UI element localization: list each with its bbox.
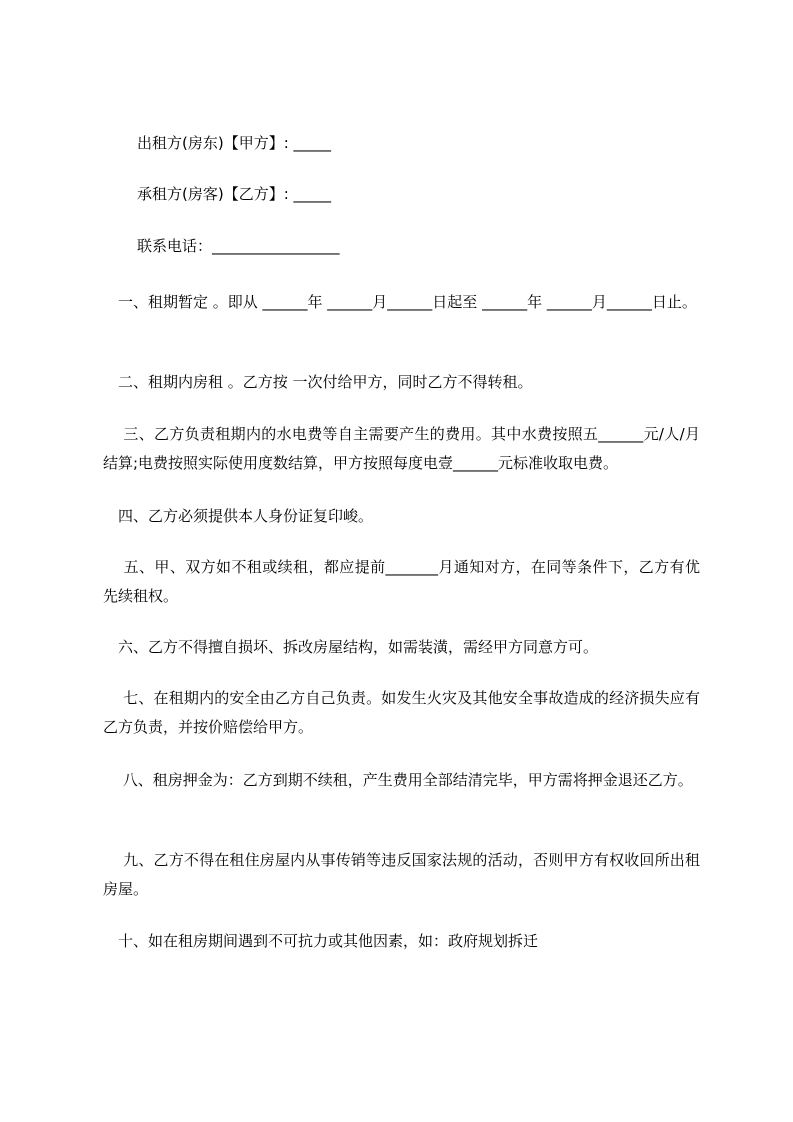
clause-8: 八、租房押金为：乙方到期不续租，产生费用全部结清完毕，甲方需将押金退还乙方。 <box>103 771 693 789</box>
clause-1: 一、租期暂定 。即从 ______年 ______月______日起至 ______年 ______月______日止。 <box>103 293 697 311</box>
clause-2: 二、租期内房租 。乙方按 一次付给甲方，同时乙方不得转租。 <box>103 373 533 391</box>
clause-9: 九、乙方不得在租住房屋内从事传销等违反国家法规的活动，否则甲方有权收回所出租房屋。 <box>103 851 700 898</box>
clause-10: 十、如在租房期间遇到不可抗力或其他因素，如：政府规划拆迁 <box>103 932 539 950</box>
lessee-line: 承租方(房客)【乙方】: _____ <box>137 185 332 203</box>
clause-6: 六、乙方不得擅自损坏、拆改房屋结构，如需装潢，需经甲方同意方可。 <box>103 638 599 656</box>
clause-4: 四、乙方必须提供本人身份证复印峻。 <box>103 507 374 525</box>
phone-line: 联系电话：_________________ <box>137 237 340 255</box>
clause-5: 五、甲、双方如不租或续租，都应提前_______月通知对方，在同等条件下，乙方有优先续租权。 <box>103 558 700 605</box>
clause-3: 三、乙方负责租期内的水电费等自主需要产生的费用。其中水费按照五______元/人/月结算;电费按照实际使用度数结算，甲方按照每度电壹______元标准收取电费。 <box>103 425 700 472</box>
lessor-line: 出租方(房东)【甲方】: _____ <box>137 134 332 152</box>
clause-7: 七、在租期内的安全由乙方自己负责。如发生火灾及其他安全事故造成的经济损失应有乙方负责，并按价赔偿给甲方。 <box>103 689 700 736</box>
